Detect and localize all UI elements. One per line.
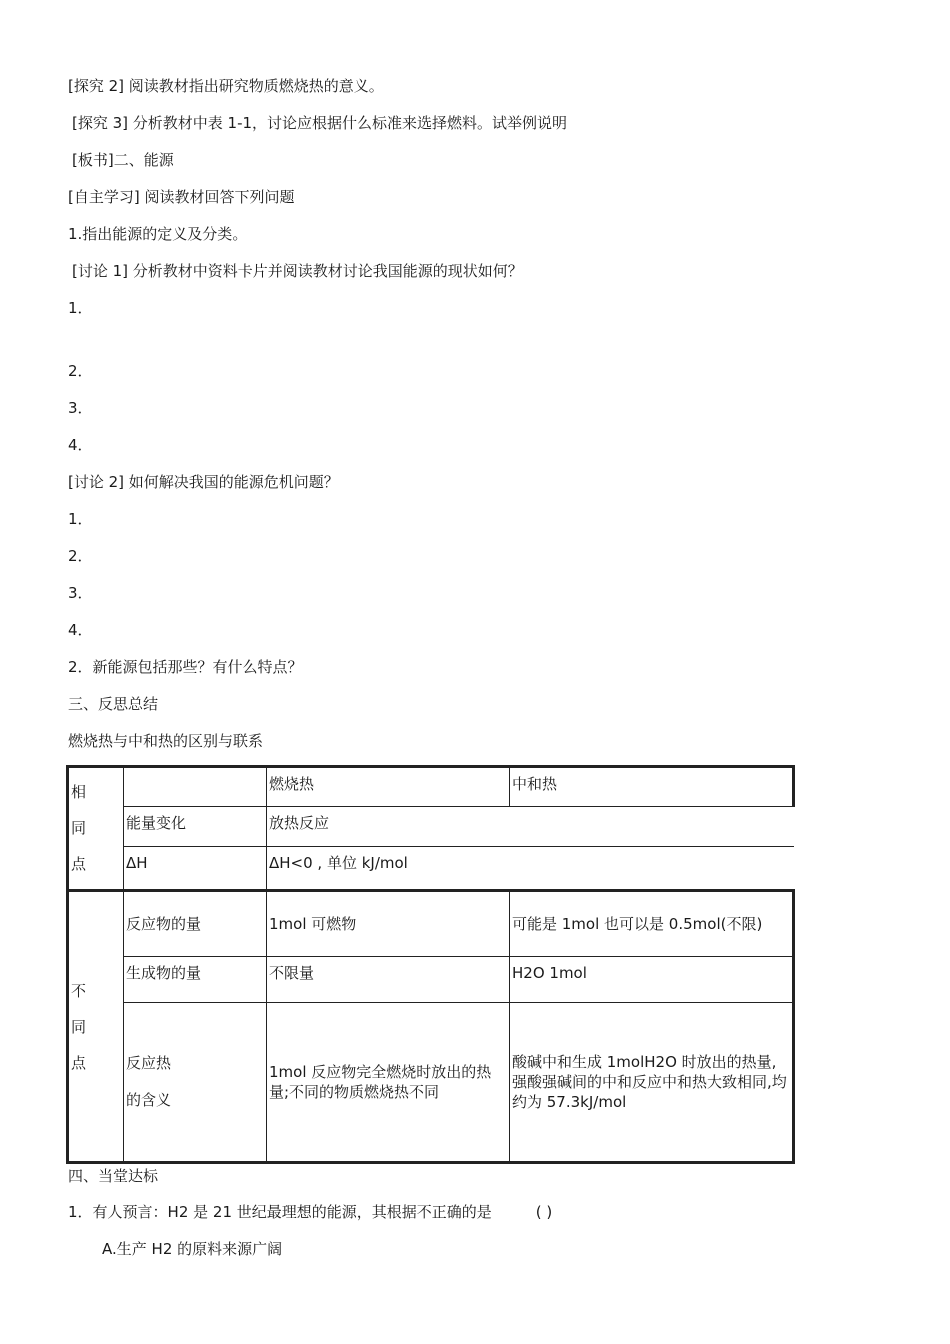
comparison-table xyxy=(66,765,795,1164)
meaning-label-line-1: 反应热 xyxy=(126,1054,172,1072)
energy-change-label: 能量变化 xyxy=(124,807,267,847)
header-combustion-heat: 燃烧热 xyxy=(267,767,510,807)
energy-change-value: 放热反应 xyxy=(267,807,794,847)
product-amount-label: 生成物的量 xyxy=(124,957,267,1003)
taolun2-item-4: 4． xyxy=(68,621,93,639)
product-amount-neutralization: H2O 1mol xyxy=(510,957,794,1003)
section-4-heading: 四、当堂达标 xyxy=(68,1167,159,1185)
reactant-amount-neutralization: 可能是 1mol 也可以是 0.5mol(不限) xyxy=(510,891,794,957)
meaning-label xyxy=(124,1003,267,1163)
taolun1-item-2: 2． xyxy=(68,362,93,380)
row-meaning xyxy=(68,1003,794,1163)
exercise-1-answer-blank: ( ) xyxy=(535,1203,553,1221)
exercise-1-option-a: A.生产 H2 的原料来源广阔 xyxy=(102,1240,283,1258)
section-3-heading: 三、反思总结 xyxy=(68,695,159,713)
row-product xyxy=(68,957,794,1003)
product-amount-combustion: 不限量 xyxy=(267,957,510,1003)
line-taolun1: [讨论 1] 分析教材中资料卡片并阅读教材讨论我国能源的现状如何？ xyxy=(72,262,523,280)
line-banshu: [板书]二、能源 xyxy=(72,151,174,169)
same-points-label: 相 同 点 xyxy=(68,767,124,891)
line-tanjiu3: [探究 3] 分析教材中表 1-1，讨论应根据什么标准来选择燃料。试举例说明 xyxy=(72,114,568,132)
taolun2-item-3: 3． xyxy=(68,584,93,602)
taolun1-item-4: 4． xyxy=(68,436,93,454)
table-header-row xyxy=(68,767,794,807)
table-caption: 燃烧热与中和热的区别与联系 xyxy=(68,732,264,750)
reactant-amount-combustion: 1mol 可燃物 xyxy=(267,891,510,957)
taolun2-item-2: 2． xyxy=(68,547,93,565)
line-taolun2: [讨论 2] 如何解决我国的能源危机问题？ xyxy=(68,473,339,491)
line-tanjiu2: [探究 2] 阅读教材指出研究物质燃烧热的意义。 xyxy=(68,77,384,95)
different-points-label: 不 同 点 xyxy=(68,891,124,1163)
reactant-amount-label: 反应物的量 xyxy=(124,891,267,957)
exercise-1-text: 1．有人预言：H2 是 21 世纪最理想的能源，其根据不正确的是 xyxy=(68,1203,492,1221)
delta-h-label: ΔH xyxy=(124,847,267,891)
line-zizhu: [自主学习] 阅读教材回答下列问题 xyxy=(68,188,295,206)
row-reactant xyxy=(68,891,794,957)
header-empty-cell xyxy=(124,767,267,807)
row-delta-h xyxy=(68,847,794,891)
header-neutralization-heat: 中和热 xyxy=(510,767,794,807)
line-q2: 2．新能源包括那些？有什么特点？ xyxy=(68,658,303,676)
row-energy-change xyxy=(68,807,794,847)
taolun1-item-1: 1． xyxy=(68,299,93,317)
exercise-1-stem xyxy=(68,1202,552,1222)
meaning-label-line-2: 的含义 xyxy=(126,1091,172,1109)
meaning-neutralization: 酸碱中和生成 1molH2O 时放出的热量,强酸强碱间的中和反应中和热大致相同,均约为 57.3kJ/mol xyxy=(510,1003,794,1163)
taolun2-item-1: 1． xyxy=(68,510,93,528)
line-q1: 1.指出能源的定义及分类。 xyxy=(68,225,248,243)
meaning-combustion: 1mol 反应物完全燃烧时放出的热量;不同的物质燃烧热不同 xyxy=(267,1003,510,1163)
taolun1-item-3: 3． xyxy=(68,399,93,417)
delta-h-value: ΔH<0 , 单位 kJ/mol xyxy=(267,847,794,891)
